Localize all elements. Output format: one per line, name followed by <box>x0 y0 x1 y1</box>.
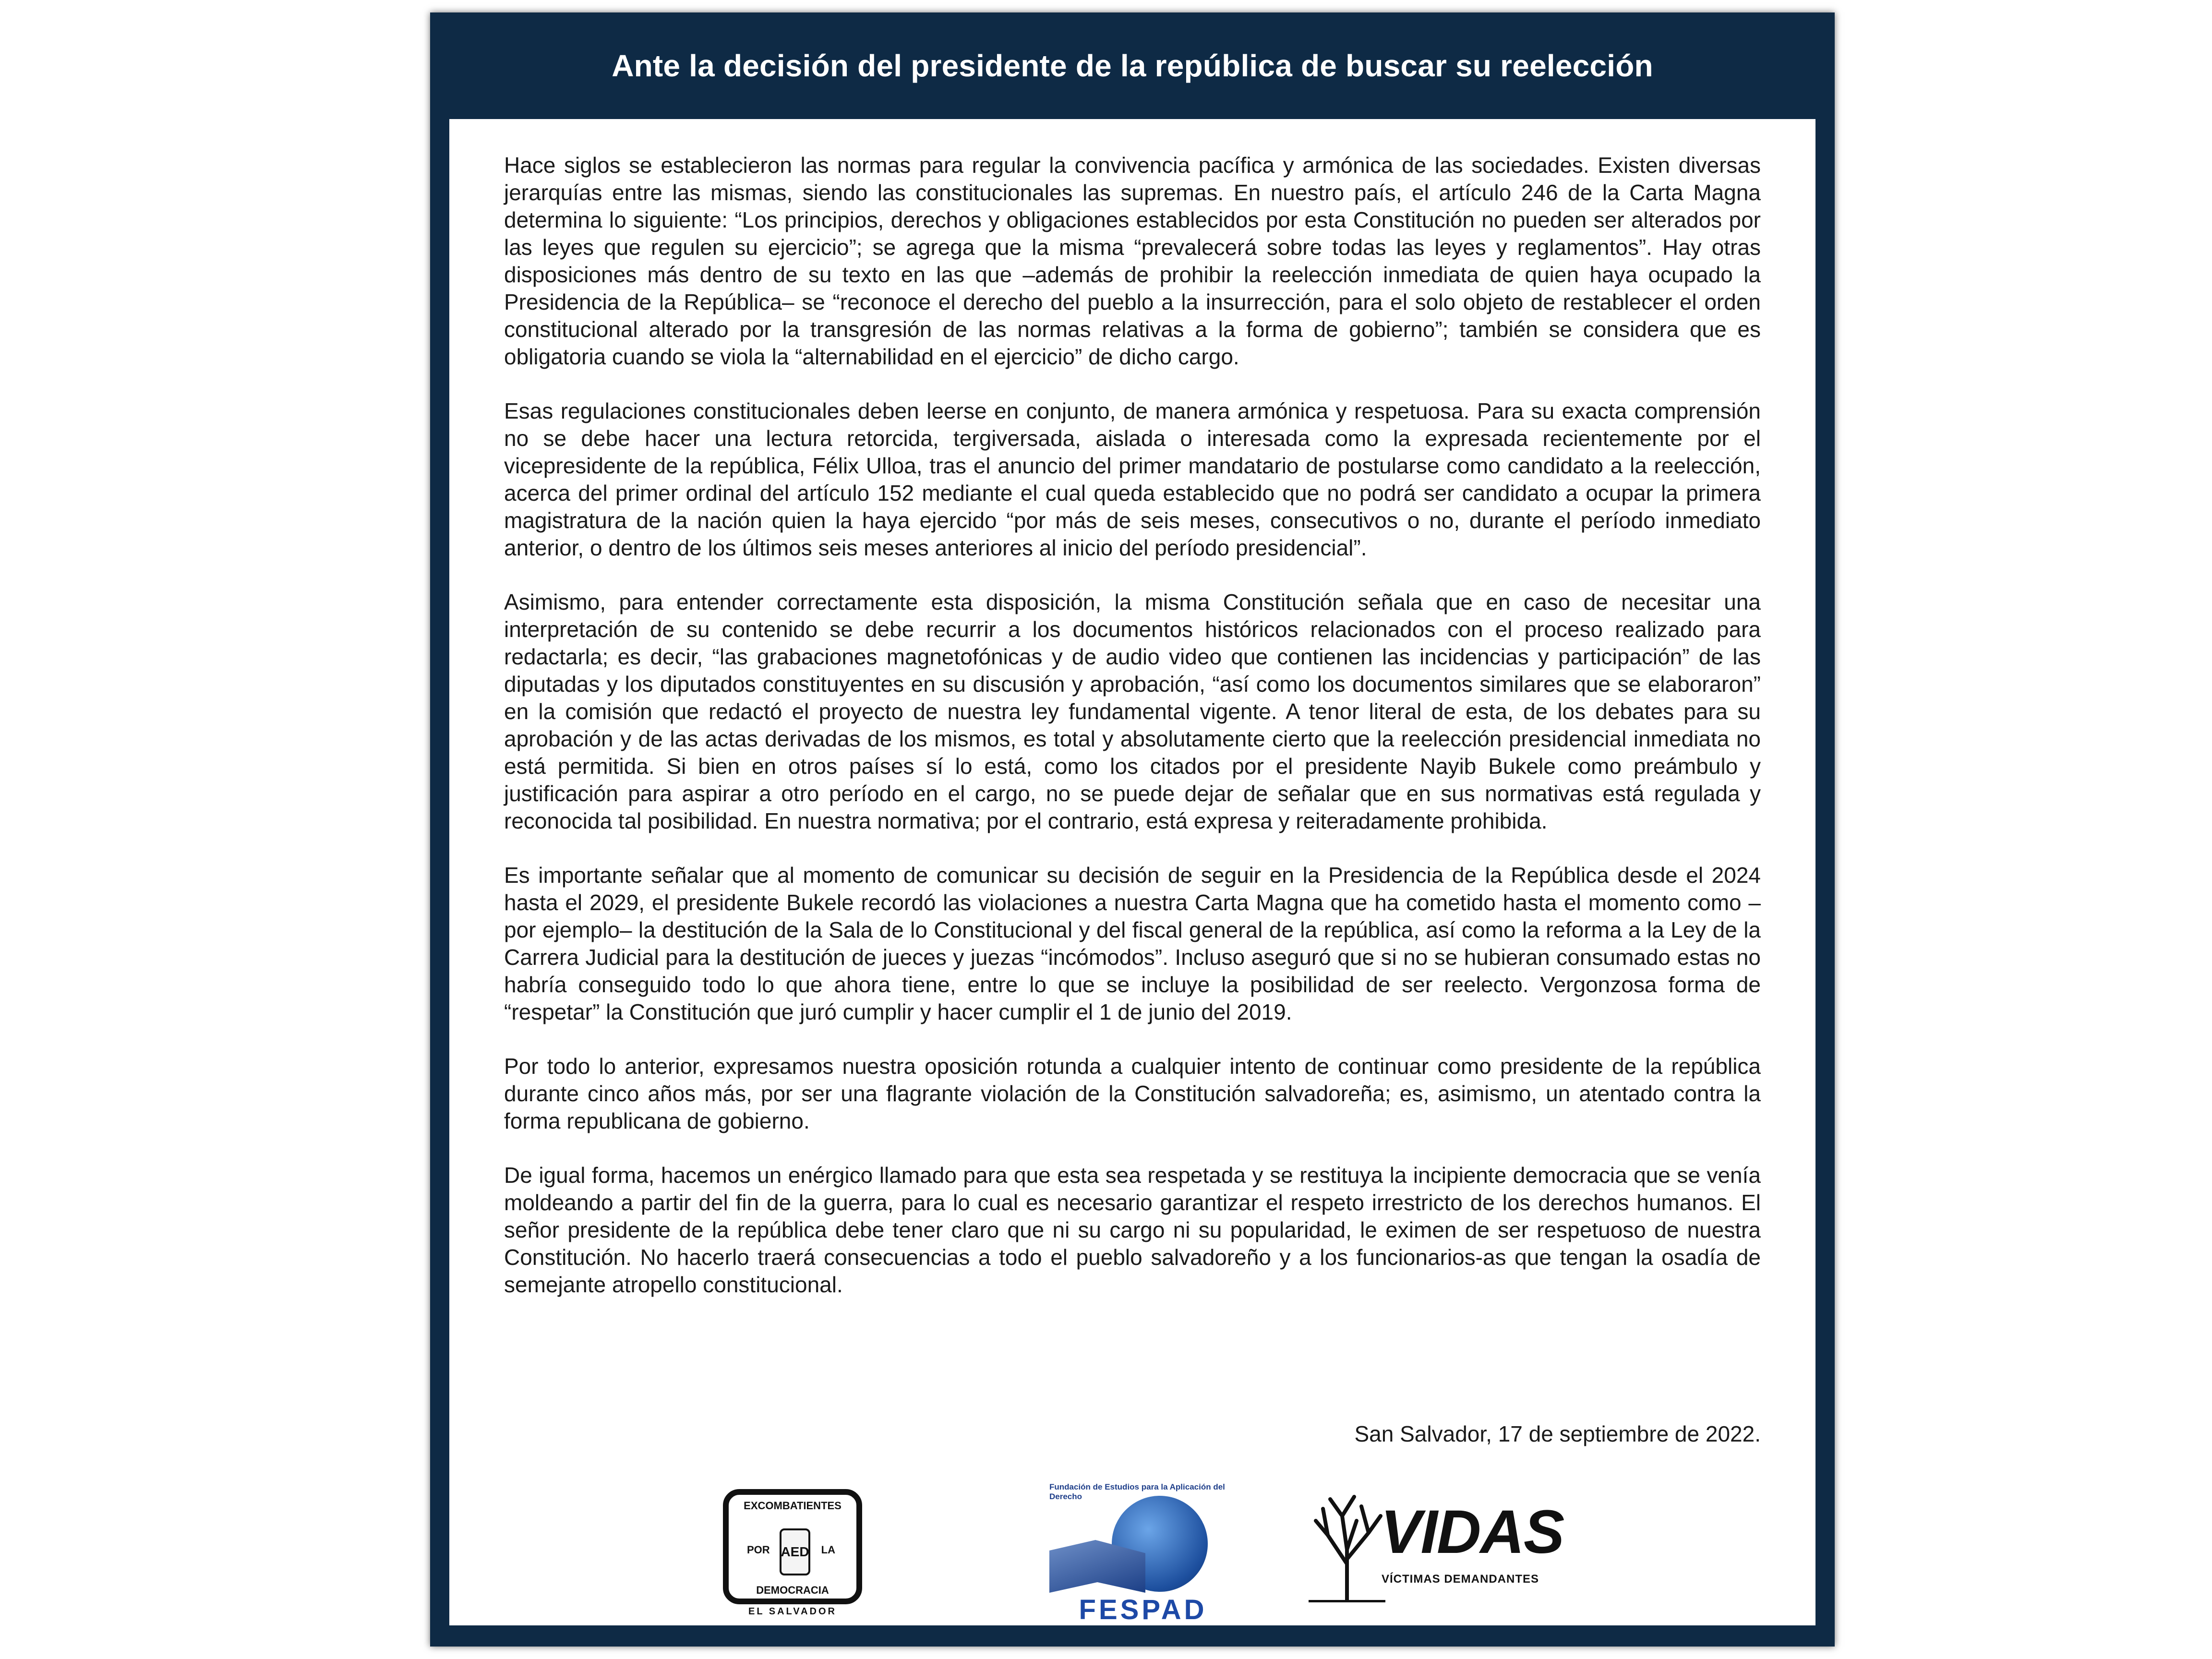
signatory-logos <box>449 1468 1815 1625</box>
vidas-name: VIDAS <box>1381 1498 1564 1566</box>
tree-icon <box>1309 1487 1385 1602</box>
paragraph-2: Esas regulaciones constitucionales deben leerse en conjunto, de manera armónica y respetuosa. Para su exacta comprensión no se debe hacer una lectura retorcida, tergiversada, aislada o interesada como la expresada recientemente por el vicepresidente de la república, Félix Ulloa, tras el anuncio del primer mandatario de postularse como candidato a la reelección, acerca del primer ordinal del artículo 152 mediante el cual queda establecido que no podrá ser candidato a ocupar la primera magistratura de la nación quien la haya ejercido “por más de seis meses, consecutivos o no, durante el período inmediato anterior, o dentro de los últimos seis meses anteriores al inicio del período presidencial”. <box>504 398 1761 560</box>
logo-emblem: AED <box>780 1528 810 1575</box>
page-title: Ante la decisión del presidente de la república de buscar su reelección <box>612 48 1653 83</box>
paragraph-6: De igual forma, hacemos un enérgico llamado para que esta sea respetada y se restituya la incipiente democracia que se venía moldeando a partir del fin de la guerra, para lo cual es necesario garantizar el respeto irrestricto de los derechos humanos. El señor presidente de la república debe tener claro que ni su cargo ni su popularidad, le eximen de ser respetuoso de nuestra Constitución. No hacerlo traerá consecuencias a todo el pueblo salvadoreño y a los funcionarios-as que tengan la osadía de semejante atropello constitucional. <box>504 1163 1761 1297</box>
logo-text-country: EL SALVADOR <box>748 1606 837 1617</box>
title-banner <box>430 12 1835 119</box>
fespad-name: FESPAD <box>1079 1594 1207 1625</box>
vidas-logo <box>1309 1487 1577 1607</box>
logo-text-left: POR <box>747 1544 770 1556</box>
date-line: San Salvador, 17 de septiembre de 2022. <box>1354 1421 1761 1446</box>
vidas-subtitle: VÍCTIMAS DEMANDANTES <box>1382 1573 1539 1586</box>
fespad-arc-text: Fundación de Estudios para la Aplicación del Derecho <box>1049 1482 1225 1501</box>
paragraph-5: Por todo lo anterior, expresamos nuestra oposición rotunda a cualquier intento de continuar como presidente de la república durante cinco años más, por ser una flagrante violación de la Constitución salvadoreña; es, asimismo, un atentado contra la forma republicana de gobierno. <box>504 1054 1761 1133</box>
paragraph-1: Hace siglos se establecieron las normas para regular la convivencia pacífica y armónica de las sociedades. Existen diversas jerarquías entre las mismas, siendo las constitucionales las supremas. En nuestro país, el artículo 246 de la Carta Magna determina lo siguiente: “Los principios, derechos y obligaciones establecidos por esta Constitución no pueden ser alterados por las leyes que regulen su ejercicio”; se agrega que la misma “prevalecerá sobre todas las leyes y reglamentos”. Hay otras disposiciones más dentro de su texto en las que –además de prohibir la reelección inmediata de quien haya ocupado la Presidencia de la República– se “reconoce el derecho del pueblo a la insurrección, para el solo objeto de restablecer el orden constitucional alterado por la transgresión de las normas relativas a la forma de gobierno”; también se considera que es obligatoria cuando se viola la “alternabilidad en el ejercicio” de dicho cargo. <box>504 153 1761 369</box>
excombatientes-logo <box>718 1489 867 1620</box>
logo-text-bottom: DEMOCRACIA <box>756 1584 829 1596</box>
statement-body <box>504 152 1761 1325</box>
fespad-logo <box>1040 1482 1246 1625</box>
logo-text-top: EXCOMBATIENTES <box>744 1500 842 1512</box>
document-frame <box>430 12 1835 1647</box>
document-sheet <box>449 119 1815 1625</box>
logo-text-right: LA <box>821 1544 835 1556</box>
paragraph-3: Asimismo, para entender correctamente esta disposición, la misma Constitución señala que en caso de necesitar una interpretación de su contenido se debe recurrir a los documentos históricos relacionados con el proceso realizado para redactarla; es decir, “las grabaciones magnetofónicas y de audio video que contienen las incidencias y participación” de las diputadas y los diputados constituyentes en su discusión y aprobación, “así como los documentos similares que se elaboraron” en la comisión que redactó el proyecto de nuestra ley fundamental vigente. A tenor literal de esta, de los debates para su aprobación y de las actas derivadas de los mismos, es total y absolutamente cierto que la reelección presidencial inmediata no está permitida. Si bien en otros países sí lo está, como los citados por el presidente Nayib Bukele como preámbulo y justificación para aspirar a otro período en el cargo, no se puede dejar de señalar que en sus normativas está regulada y reconocida tal posibilidad. En nuestra normativa; por el contrario, está expresa y reiteradamente prohibida. <box>504 589 1761 833</box>
excombatientes-shield-icon <box>723 1489 862 1604</box>
paragraph-4: Es importante señalar que al momento de comunicar su decisión de seguir en la Presidencia de la República desde el 2024 hasta el 2029, el presidente Bukele recordó las violaciones a nuestra Carta Magna que ha cometido hasta el momento como –por ejemplo– la destitución de la Sala de lo Constitucional y del fiscal general de la república, así como la reforma a la Ley de la Carrera Judicial para la destitución de jueces y juezas “incómodos”. Incluso aseguró que si no se hubieran consumado estas no habría conseguido todo lo que ahora tiene, entre lo que se incluye la posibilidad de ser reelecto. Vergonzosa forma de “respetar” la Constitución que juró cumplir y hacer cumplir el 1 de junio del 2019. <box>504 863 1761 1024</box>
